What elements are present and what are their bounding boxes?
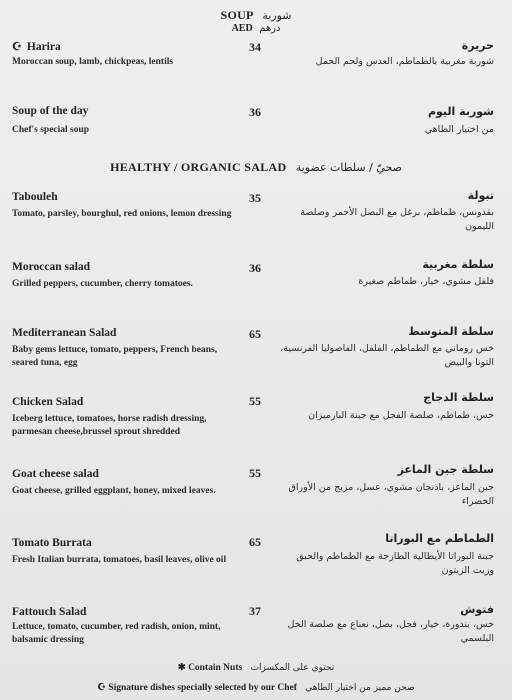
item-name-ar: سلطة الدجاج — [423, 391, 494, 404]
item-name: Soup of the day — [12, 105, 89, 117]
item-name: Moroccan salad — [12, 261, 91, 273]
item-desc: Grilled peppers, cucumber, cherry tomatoes. — [12, 279, 193, 289]
item-desc: Chef's special soup — [12, 125, 90, 135]
item-desc: Tomato, parsley, bourghul, red onions, lemon dressing — [12, 209, 232, 219]
item-desc: Baby gems lettuce, tomato, peppers, French beans, seared tuna, egg — [12, 345, 218, 368]
item-name: Chicken Salad — [12, 396, 84, 408]
item-name: Tomato Burrata — [12, 537, 92, 549]
currency-label-ar: درهم — [259, 23, 281, 34]
item-desc: Fresh Italian burrata, tomatoes, basil leaves, olive oil — [12, 555, 227, 565]
item-desc-ar: خس روماني مع الطماطم، الفلفل، الفاصوليا الفرنسية، التونا والبيض — [280, 343, 494, 368]
soup-title-ar: شوربة — [262, 9, 292, 22]
item-name: Fattouch Salad — [12, 606, 87, 618]
footer-nuts-note — [0, 662, 512, 673]
item-name: Mediterranean Salad — [12, 327, 117, 339]
item-desc: Iceberg lettuce, tomatoes, horse radish dressing, parmesan cheese,brussel sprout shredded — [12, 414, 207, 437]
item-price: 55 — [249, 466, 261, 480]
footer-signature-note — [0, 682, 512, 693]
item-price: 37 — [249, 604, 261, 618]
nuts-note-ar: تحتوي على المكسرات — [250, 663, 335, 673]
signature-note: ☪ Signature dishes specially selected by our Chef — [97, 683, 297, 693]
item-desc-ar: خس، بندورة، خيار، فجل، بصل، نعناع مع صلصة الخل البلسمي — [287, 619, 494, 644]
signature-note-ar: صحن مميز من اختيار الطاهي — [305, 683, 415, 693]
item-desc-ar: من اختيار الطاهي — [424, 124, 494, 135]
item-price: 36 — [249, 261, 261, 275]
currency-label: AED — [231, 23, 253, 34]
item-desc: Moroccan soup, lamb, chickpeas, lentils — [12, 57, 174, 67]
item-name: Goat cheese salad — [12, 468, 99, 480]
item-name-ar: سلطة مغربية — [422, 258, 494, 271]
item-name-ar: سلطة جبن الماعز — [397, 463, 494, 476]
salad-title: HEALTHY / ORGANIC SALAD — [110, 160, 287, 174]
item-desc-ar: بقدونس، طماطم، برغل مع البصل الأحمر وصلصة الليمون — [300, 207, 494, 232]
item-name-ar: سلطة المتوسط — [408, 325, 494, 338]
salad-title-ar: صحيّ / سلطات عضوية — [295, 161, 402, 174]
item-name: Tabouleh — [12, 191, 58, 203]
item-name-ar: الطماطم مع البوراتا — [385, 532, 494, 545]
item-desc-ar: خس، طماطم، صلصة الفجل مع جبنة البارميزان — [308, 410, 494, 421]
item-desc: Lettuce, tomato, cucumber, red radish, onion, mint, balsamic dressing — [12, 622, 221, 645]
item-desc-ar: جبنة البوراتا الأيطالية الطازجة مع الطماطم والحبق وزيت الزيتون — [296, 551, 494, 576]
signature-icon: ☪ — [12, 41, 22, 53]
soup-section-title — [0, 8, 512, 23]
item-price: 36 — [249, 105, 261, 119]
item-name-ar: شوربة اليوم — [427, 105, 494, 118]
item-price: 65 — [249, 535, 261, 549]
item-desc-ar: فلفل مشوي، خيار، طماطم صغيرة — [358, 276, 494, 287]
currency-header — [0, 23, 512, 34]
item-desc: Goat cheese, grilled eggplant, honey, mixed leaves. — [12, 486, 216, 496]
item-name-ar: فتوش — [460, 603, 494, 616]
item-price: 35 — [249, 191, 261, 205]
item-name-ar: حريرة — [461, 39, 494, 52]
item-name: ☪ Harira — [12, 41, 61, 53]
item-desc-ar: شوربة مغربية بالطماطم، العدس ولحم الحمل — [315, 56, 494, 67]
salad-section-title — [0, 160, 512, 175]
nuts-note: ✱ Contain Nuts — [177, 663, 243, 673]
item-price: 34 — [249, 40, 261, 54]
item-desc-ar: جبن الماعز، باذنجان مشوي، عسل، مزيج من الأوراق الخضراء — [288, 482, 494, 507]
soup-title: SOUP — [220, 8, 254, 22]
item-price: 65 — [249, 327, 261, 341]
item-name-ar: تبولة — [467, 189, 494, 202]
item-price: 55 — [249, 394, 261, 408]
